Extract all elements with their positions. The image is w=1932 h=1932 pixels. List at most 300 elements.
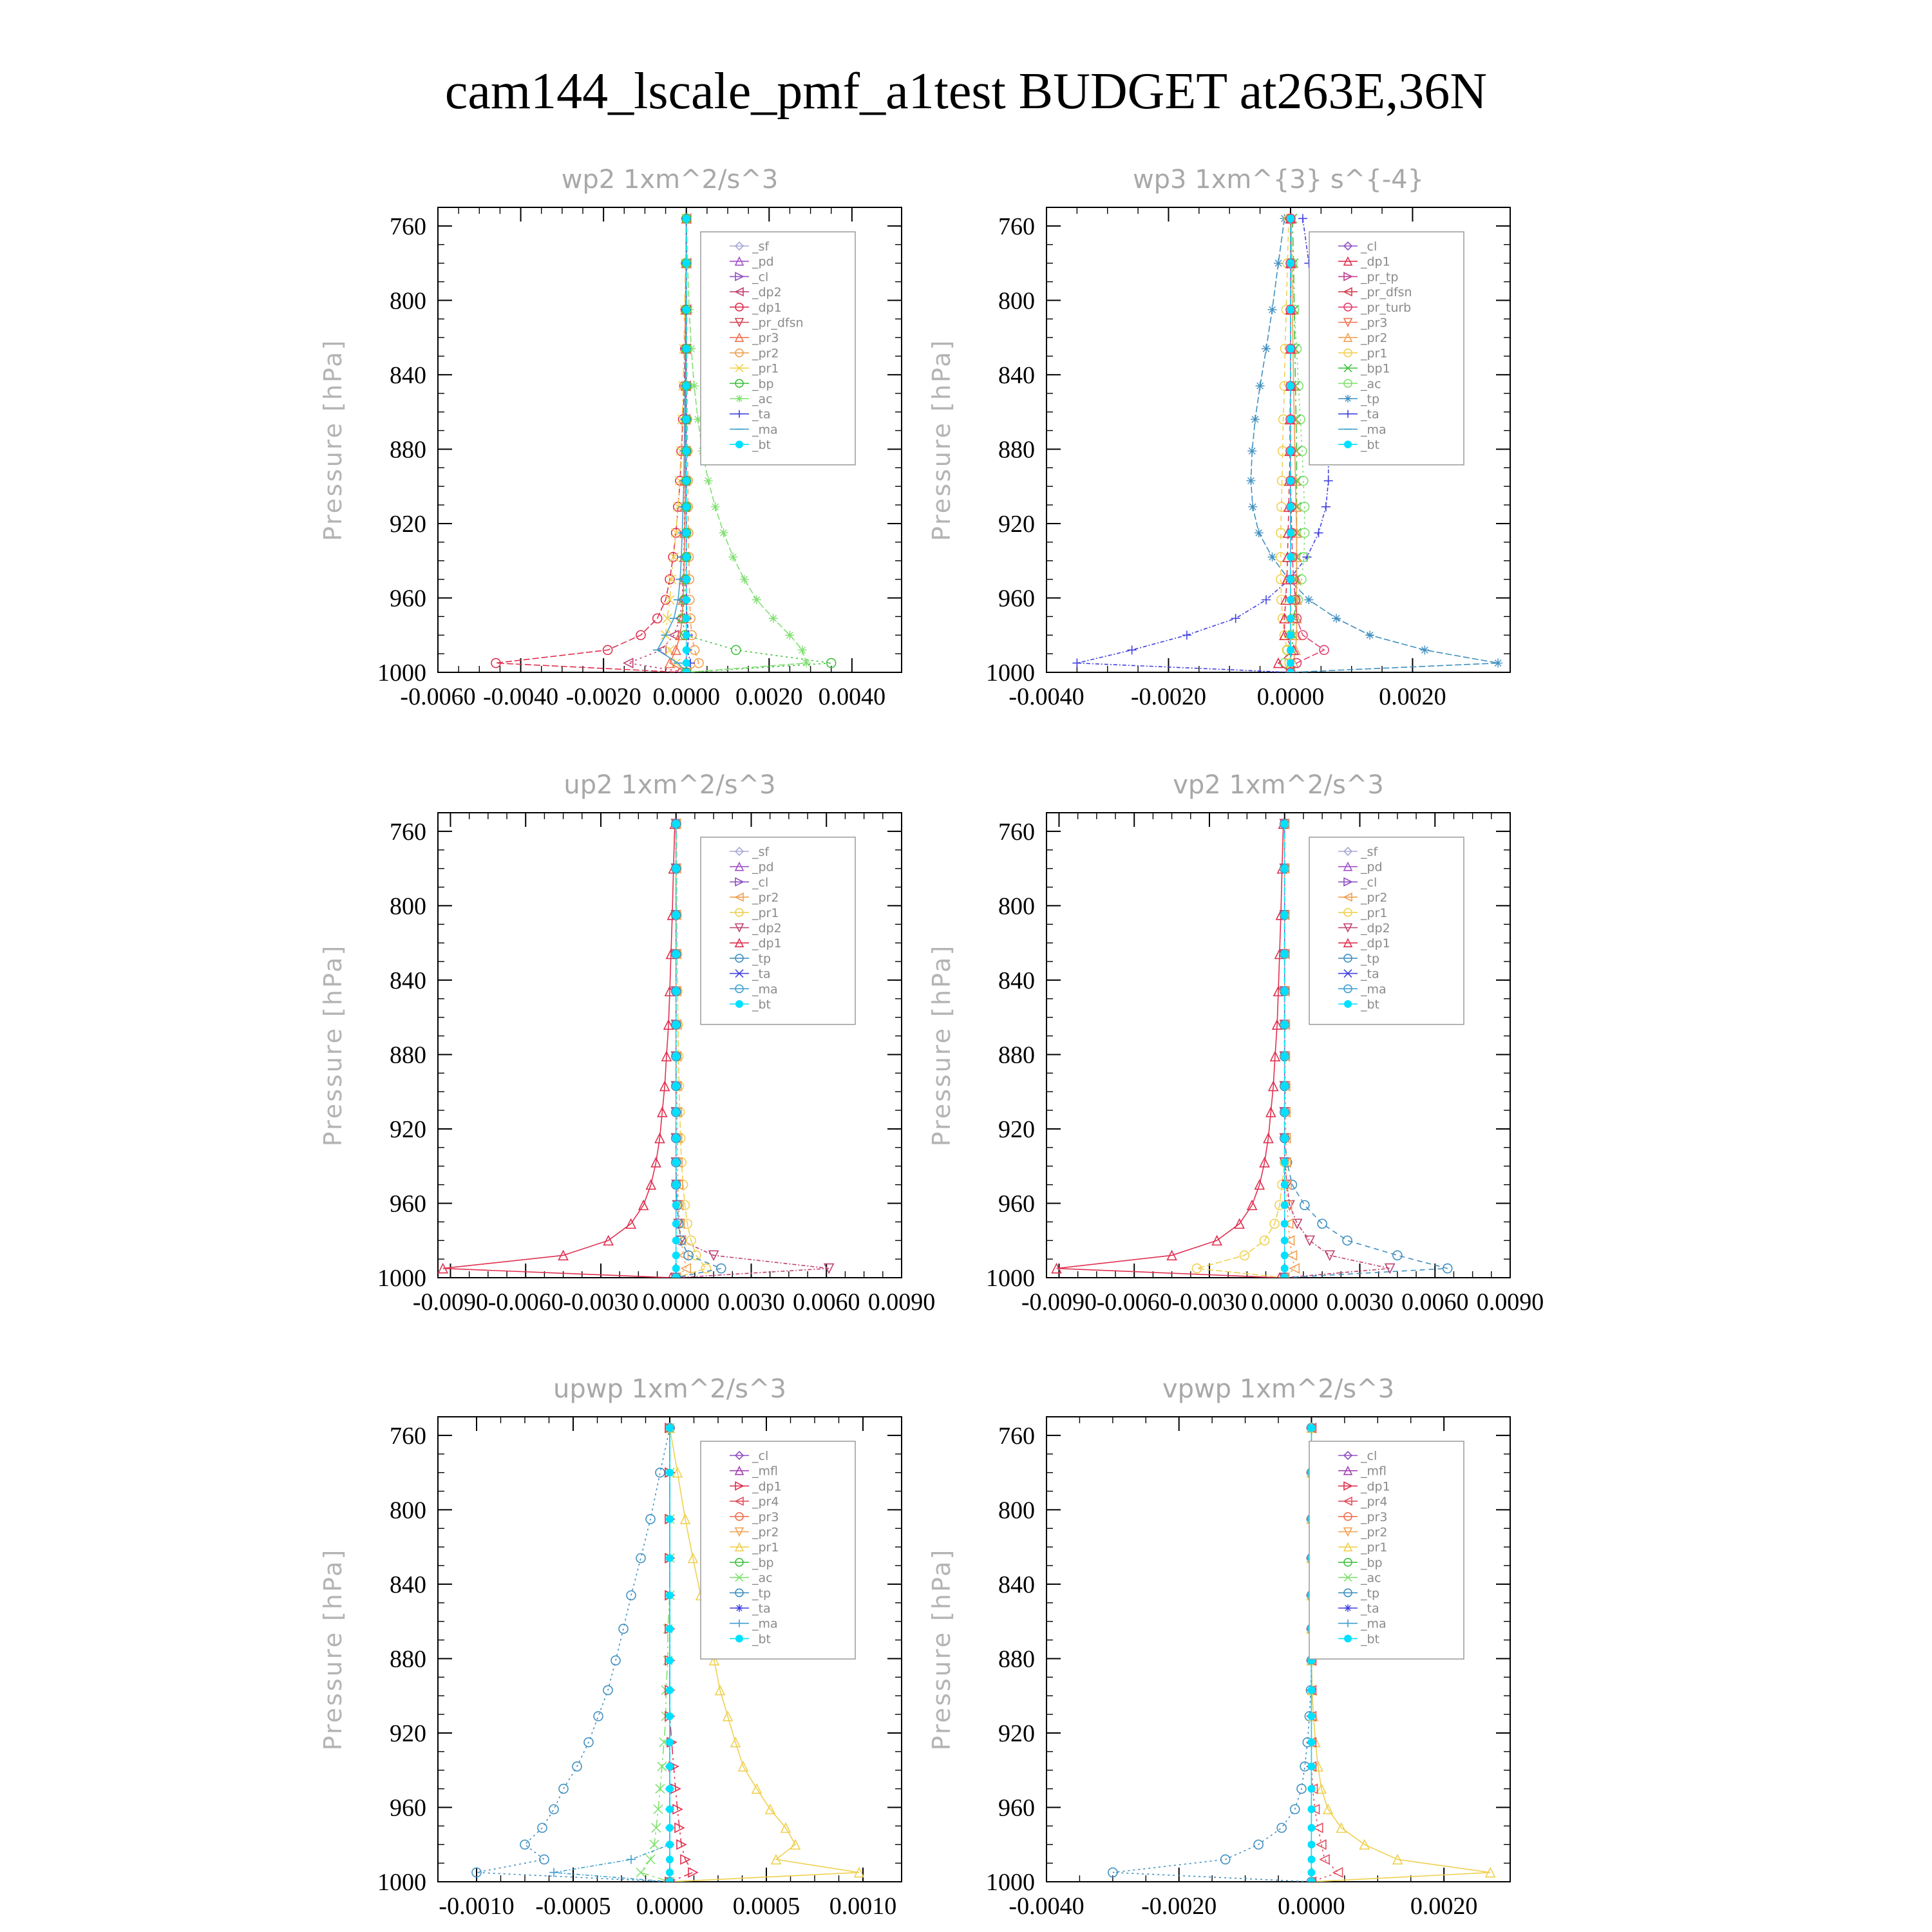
data-point bbox=[1287, 306, 1294, 314]
data-point bbox=[672, 1052, 680, 1060]
legend-label: _sf bbox=[752, 845, 770, 859]
data-point bbox=[1281, 1181, 1289, 1189]
data-point bbox=[1287, 1251, 1296, 1260]
data-point bbox=[1281, 1021, 1289, 1028]
legend-label: _bt bbox=[752, 1632, 772, 1647]
series-line-dp1 bbox=[496, 218, 687, 672]
data-point bbox=[1293, 1219, 1302, 1228]
y-tick-label: 840 bbox=[998, 1571, 1035, 1598]
data-point bbox=[683, 306, 690, 314]
y-tick-label: 760 bbox=[998, 1422, 1035, 1450]
data-point bbox=[1343, 1236, 1352, 1245]
y-tick-label: 920 bbox=[998, 1719, 1035, 1747]
legend-label: _ac bbox=[752, 392, 773, 406]
legend-label: _dp1 bbox=[1361, 254, 1390, 269]
legend-label: _pr_dfsn bbox=[1361, 285, 1412, 300]
y-tick-label: 840 bbox=[390, 361, 426, 389]
data-point bbox=[666, 1855, 674, 1863]
legend-label: _mfl bbox=[752, 1464, 778, 1479]
x-tick-label: 0.0040 bbox=[818, 683, 886, 710]
x-tick-label: -0.0060 bbox=[400, 683, 476, 710]
data-point bbox=[683, 646, 690, 654]
x-tick-label: 0.0030 bbox=[717, 1289, 785, 1316]
data-point bbox=[1247, 446, 1256, 455]
legend-label: _mfl bbox=[1361, 1464, 1387, 1479]
panel-title: up2 1xm^2/s^3 bbox=[564, 770, 776, 800]
y-tick-label: 920 bbox=[998, 1115, 1035, 1143]
legend-label: _pr1 bbox=[752, 1540, 779, 1555]
data-point bbox=[1307, 1855, 1315, 1863]
data-point bbox=[1281, 1108, 1289, 1116]
x-tick-label: 0.0060 bbox=[1401, 1289, 1469, 1316]
legend-label: _pr1 bbox=[1361, 905, 1388, 920]
data-point bbox=[1256, 381, 1265, 390]
data-point bbox=[672, 1159, 680, 1166]
legend-label: _ma bbox=[752, 1616, 778, 1631]
data-point bbox=[683, 529, 690, 536]
data-point bbox=[1287, 576, 1294, 583]
data-point bbox=[1307, 1738, 1315, 1746]
data-point bbox=[1128, 645, 1137, 654]
y-tick-label: 960 bbox=[390, 1794, 426, 1822]
data-point bbox=[717, 1264, 726, 1273]
y-tick-label: 1000 bbox=[986, 1869, 1035, 1896]
y-axis-label: Pressure [hPa] bbox=[319, 1548, 347, 1751]
legend-label: _dp1 bbox=[1361, 1479, 1390, 1494]
y-tick-label: 1000 bbox=[377, 1869, 426, 1896]
x-tick-label: 0.0000 bbox=[636, 1893, 704, 1920]
data-point bbox=[1420, 645, 1429, 654]
legend-label: _ma bbox=[752, 422, 778, 437]
panel-3 bbox=[927, 770, 1544, 1316]
legend-label: _ma bbox=[1361, 982, 1387, 997]
legend-label: _pr_tp bbox=[1361, 270, 1399, 285]
x-tick-label: -0.0030 bbox=[563, 1289, 639, 1316]
data-point bbox=[683, 576, 690, 583]
data-point bbox=[683, 382, 690, 390]
y-tick-label: 800 bbox=[998, 1497, 1035, 1524]
y-tick-label: 960 bbox=[390, 585, 426, 612]
data-point bbox=[769, 614, 778, 623]
data-point bbox=[666, 1738, 674, 1746]
y-tick-label: 840 bbox=[998, 967, 1035, 994]
y-tick-label: 760 bbox=[390, 213, 426, 240]
data-point bbox=[1255, 528, 1264, 537]
y-tick-label: 920 bbox=[998, 510, 1035, 538]
data-point bbox=[1072, 659, 1081, 668]
data-point bbox=[683, 447, 690, 455]
legend-label: _dp2 bbox=[752, 921, 782, 936]
legend-label: _cl bbox=[1361, 240, 1378, 254]
data-point bbox=[711, 502, 720, 511]
data-point bbox=[683, 553, 690, 561]
legend-label: _sf bbox=[752, 240, 770, 254]
data-point bbox=[1287, 415, 1294, 423]
x-tick-label: -0.0030 bbox=[1171, 1289, 1247, 1316]
data-point bbox=[704, 477, 713, 486]
data-point bbox=[666, 1554, 674, 1562]
x-tick-label: -0.0090 bbox=[1021, 1289, 1097, 1316]
data-point bbox=[1325, 1251, 1334, 1260]
legend-label: _ta bbox=[1361, 407, 1379, 422]
y-tick-label: 1000 bbox=[986, 659, 1035, 687]
legend-label: _bp bbox=[752, 1555, 774, 1570]
legend-label: _ma bbox=[1361, 1616, 1387, 1631]
data-point bbox=[1307, 1824, 1315, 1832]
data-point bbox=[701, 1264, 710, 1273]
data-point bbox=[549, 1804, 558, 1814]
data-point bbox=[666, 1841, 674, 1848]
legend-label: _ta bbox=[1361, 1602, 1379, 1616]
legend-label: _pr1 bbox=[1361, 1540, 1388, 1555]
x-tick-label: -0.0060 bbox=[1096, 1289, 1172, 1316]
y-tick-label: 880 bbox=[998, 1645, 1035, 1673]
data-point bbox=[1287, 503, 1294, 511]
legend-label: _tp bbox=[752, 1586, 772, 1601]
legend-label: _pr2 bbox=[1361, 1525, 1388, 1540]
data-point bbox=[1334, 1868, 1343, 1877]
x-tick-label: 0.0020 bbox=[1410, 1893, 1478, 1920]
legend-label: _pr2 bbox=[1361, 891, 1388, 905]
series-line-dp2 bbox=[629, 218, 687, 672]
legend-label: _pd bbox=[752, 254, 774, 269]
y-tick-label: 800 bbox=[390, 287, 426, 315]
legend-marker bbox=[1344, 395, 1352, 402]
legend-label: _cl bbox=[752, 875, 769, 890]
x-tick-label: 0.0000 bbox=[642, 1289, 710, 1316]
data-point bbox=[672, 1108, 680, 1116]
data-point bbox=[1281, 1251, 1289, 1259]
data-point bbox=[1287, 646, 1294, 654]
x-tick-label: -0.0040 bbox=[1009, 683, 1084, 710]
legend-label: _tp bbox=[1361, 1586, 1380, 1601]
legend-label: _bt bbox=[752, 438, 772, 453]
data-point bbox=[1262, 344, 1271, 353]
data-point bbox=[683, 415, 690, 423]
x-tick-label: -0.0020 bbox=[565, 683, 641, 710]
legend-label: _dp2 bbox=[752, 285, 782, 300]
series-line-ac bbox=[641, 1428, 670, 1882]
data-point bbox=[1307, 1841, 1315, 1848]
y-axis-label: Pressure [hPa] bbox=[927, 338, 956, 542]
data-point bbox=[1281, 1201, 1289, 1209]
data-point bbox=[1493, 659, 1502, 668]
figure-title: cam144_lscale_pmf_a1test BUDGET at263E,36N bbox=[444, 63, 1488, 120]
legend-marker bbox=[735, 395, 743, 402]
series-line-tp bbox=[1113, 1428, 1312, 1882]
y-tick-label: 840 bbox=[390, 1571, 426, 1598]
data-point bbox=[666, 1469, 674, 1477]
data-point bbox=[719, 528, 728, 537]
legend-label: _cl bbox=[1361, 875, 1378, 890]
data-point bbox=[1307, 1424, 1315, 1432]
legend-marker bbox=[1344, 1604, 1352, 1612]
data-point bbox=[1281, 865, 1289, 873]
data-point bbox=[666, 1712, 674, 1720]
data-point bbox=[666, 1869, 674, 1877]
panel-0 bbox=[319, 165, 902, 710]
data-point bbox=[683, 631, 690, 639]
data-point bbox=[1231, 614, 1240, 623]
x-tick-label: 0.0000 bbox=[1251, 1289, 1318, 1316]
x-tick-label: -0.0020 bbox=[1130, 683, 1207, 710]
legend-label: _pd bbox=[1361, 860, 1383, 875]
data-point bbox=[1281, 1134, 1289, 1142]
data-point bbox=[1287, 382, 1294, 390]
legend-label: _dp2 bbox=[1361, 921, 1390, 936]
y-tick-label: 840 bbox=[998, 361, 1035, 389]
legend-label: _dp1 bbox=[1361, 936, 1390, 951]
data-point bbox=[666, 1763, 674, 1770]
data-point bbox=[540, 1855, 549, 1864]
data-point bbox=[1287, 477, 1294, 485]
legend-label: _ta bbox=[1361, 967, 1379, 981]
legend-label: _bp bbox=[752, 377, 774, 392]
data-point bbox=[666, 1805, 674, 1813]
data-point bbox=[1314, 528, 1323, 537]
data-point bbox=[666, 1515, 674, 1523]
legend-label: _cl bbox=[752, 1449, 769, 1463]
y-axis-label: Pressure [hPa] bbox=[927, 1548, 956, 1751]
data-point bbox=[683, 503, 690, 511]
series-line-ma bbox=[554, 1428, 670, 1882]
data-point bbox=[1281, 1220, 1289, 1227]
data-point bbox=[1305, 1236, 1314, 1245]
data-point bbox=[683, 659, 690, 667]
data-point bbox=[594, 1712, 603, 1721]
y-tick-label: 760 bbox=[390, 1422, 426, 1450]
panel-title: wp3 1xm^{3} s^{-4} bbox=[1132, 165, 1425, 194]
legend-label: _tp bbox=[752, 951, 772, 966]
legend-label: _pr2 bbox=[752, 346, 779, 361]
data-point bbox=[1287, 614, 1294, 622]
data-point bbox=[1298, 214, 1307, 223]
data-point bbox=[1287, 214, 1294, 222]
legend-label: _ta bbox=[752, 407, 771, 422]
data-point bbox=[1281, 1159, 1289, 1166]
series-line-tp bbox=[477, 1428, 670, 1882]
x-tick-label: -0.0040 bbox=[482, 683, 559, 710]
y-tick-label: 880 bbox=[390, 436, 426, 464]
y-tick-label: 1000 bbox=[986, 1265, 1035, 1292]
y-tick-label: 760 bbox=[998, 213, 1035, 240]
data-point bbox=[1324, 477, 1333, 486]
y-tick-label: 960 bbox=[390, 1190, 426, 1218]
legend-label: _tp bbox=[1361, 951, 1380, 966]
x-tick-label: -0.0020 bbox=[1141, 1893, 1217, 1920]
data-point bbox=[1393, 1251, 1402, 1260]
x-tick-label: 0.0010 bbox=[829, 1893, 897, 1920]
y-axis-label: Pressure [hPa] bbox=[927, 943, 956, 1147]
x-tick-label: -0.0010 bbox=[439, 1893, 515, 1920]
y-tick-label: 880 bbox=[998, 436, 1035, 464]
y-tick-label: 880 bbox=[998, 1041, 1035, 1069]
panel-title: vpwp 1xm^2/s^3 bbox=[1162, 1374, 1395, 1404]
legend-label: _sf bbox=[1361, 845, 1378, 859]
data-point bbox=[672, 1083, 680, 1090]
y-tick-label: 800 bbox=[998, 287, 1035, 315]
y-axis-label: Pressure [hPa] bbox=[319, 943, 347, 1147]
legend-label: _pr_turb bbox=[1361, 300, 1412, 315]
legend-label: _ma bbox=[752, 982, 778, 997]
data-point bbox=[688, 1868, 697, 1877]
data-point bbox=[672, 1236, 680, 1244]
data-point bbox=[1307, 1712, 1315, 1720]
legend-label: _pr2 bbox=[752, 891, 779, 905]
legend-marker bbox=[1344, 440, 1352, 448]
data-point bbox=[740, 575, 749, 584]
data-point bbox=[1281, 820, 1289, 828]
data-point bbox=[666, 1656, 674, 1664]
y-tick-label: 800 bbox=[390, 893, 426, 920]
legend-label: _ac bbox=[752, 1571, 773, 1586]
data-point bbox=[665, 645, 674, 654]
legend-label: _pr1 bbox=[1361, 346, 1388, 361]
x-tick-label: 0.0005 bbox=[732, 1893, 800, 1920]
data-point bbox=[1287, 529, 1294, 536]
legend-label: _pr3 bbox=[752, 1510, 779, 1524]
data-point bbox=[636, 1553, 645, 1562]
legend-label: _ta bbox=[752, 1602, 771, 1616]
data-point bbox=[1274, 259, 1283, 268]
legend-label: _bt bbox=[752, 998, 772, 1012]
data-point bbox=[1281, 1052, 1289, 1060]
data-point bbox=[1287, 553, 1294, 561]
legend-label: _cl bbox=[752, 270, 769, 285]
legend-label: _bt bbox=[1361, 998, 1380, 1012]
y-tick-label: 840 bbox=[390, 967, 426, 994]
x-tick-label: 0.0060 bbox=[792, 1289, 860, 1316]
data-point bbox=[1287, 345, 1294, 352]
legend-label: _dp1 bbox=[752, 936, 782, 951]
legend-marker bbox=[735, 440, 743, 448]
y-tick-label: 800 bbox=[998, 893, 1035, 920]
data-point bbox=[728, 553, 737, 562]
legend-label: _bp bbox=[1361, 1555, 1383, 1570]
y-tick-label: 960 bbox=[998, 585, 1035, 612]
data-point bbox=[672, 1021, 680, 1028]
data-point bbox=[627, 1855, 636, 1864]
data-point bbox=[1248, 502, 1257, 511]
x-tick-label: -0.0090 bbox=[412, 1289, 489, 1316]
legend-label: _bp1 bbox=[1361, 361, 1390, 376]
legend-label: _tp bbox=[1361, 392, 1380, 406]
data-point bbox=[1287, 447, 1294, 455]
y-tick-label: 800 bbox=[390, 1497, 426, 1524]
data-point bbox=[1307, 1805, 1315, 1813]
data-point bbox=[666, 1785, 674, 1793]
legend-marker bbox=[735, 1604, 743, 1612]
legend-label: _ma bbox=[1361, 422, 1387, 437]
data-point bbox=[752, 595, 761, 604]
data-point bbox=[683, 668, 690, 676]
y-tick-label: 760 bbox=[998, 818, 1035, 846]
data-point bbox=[1307, 1785, 1315, 1793]
data-point bbox=[1307, 1763, 1315, 1770]
legend-label: _cl bbox=[1361, 1449, 1378, 1463]
data-point bbox=[520, 1840, 529, 1849]
data-point bbox=[666, 1625, 674, 1633]
data-point bbox=[1268, 305, 1277, 314]
series-line-pr1 bbox=[1197, 824, 1285, 1278]
y-tick-label: 760 bbox=[390, 818, 426, 846]
x-tick-label: 0.0000 bbox=[652, 683, 720, 710]
data-point bbox=[666, 1591, 674, 1599]
data-point bbox=[1320, 1855, 1329, 1864]
legend-label: _pr2 bbox=[752, 1525, 779, 1540]
y-tick-label: 920 bbox=[390, 510, 426, 538]
panel-title: upwp 1xm^2/s^3 bbox=[553, 1374, 786, 1404]
data-point bbox=[683, 477, 690, 485]
x-tick-label: 0.0090 bbox=[867, 1289, 936, 1316]
legend-marker bbox=[735, 1000, 743, 1008]
data-point bbox=[1318, 1219, 1327, 1228]
data-point bbox=[672, 820, 680, 828]
data-point bbox=[672, 911, 680, 919]
data-point bbox=[672, 1265, 680, 1273]
legend-label: _pr4 bbox=[752, 1495, 779, 1510]
data-point bbox=[672, 1201, 680, 1209]
data-point bbox=[1281, 911, 1289, 919]
y-tick-label: 880 bbox=[390, 1041, 426, 1069]
legend-label: _pr4 bbox=[1361, 1495, 1388, 1510]
data-point bbox=[672, 950, 680, 958]
panel-title: wp2 1xm^2/s^3 bbox=[561, 165, 779, 194]
data-point bbox=[672, 1134, 680, 1142]
y-tick-label: 1000 bbox=[377, 659, 426, 687]
y-tick-label: 920 bbox=[390, 1719, 426, 1747]
data-point bbox=[672, 1181, 680, 1189]
data-point bbox=[666, 1687, 674, 1694]
data-point bbox=[646, 1855, 655, 1864]
legend-label: _pr1 bbox=[752, 361, 779, 376]
data-point bbox=[656, 1468, 665, 1477]
panel-5 bbox=[927, 1374, 1510, 1920]
data-point bbox=[1287, 596, 1294, 603]
data-point bbox=[1287, 659, 1294, 667]
x-tick-label: -0.0005 bbox=[535, 1893, 611, 1920]
data-point bbox=[624, 659, 633, 668]
x-tick-label: 0.0020 bbox=[1379, 683, 1446, 710]
data-point bbox=[1281, 1265, 1289, 1273]
legend-label: _pr3 bbox=[752, 331, 779, 346]
legend-label: _pr2 bbox=[1361, 331, 1388, 346]
data-point bbox=[683, 260, 690, 267]
data-point bbox=[1307, 1878, 1315, 1886]
legend-label: _ta bbox=[752, 967, 771, 981]
data-point bbox=[666, 1424, 674, 1432]
legend-label: _ac bbox=[1361, 1571, 1381, 1586]
x-tick-label: 0.0020 bbox=[735, 683, 803, 710]
legend-marker bbox=[735, 1634, 743, 1642]
x-tick-label: -0.0040 bbox=[1009, 1893, 1084, 1920]
data-point bbox=[1281, 1236, 1289, 1244]
legend-label: _pr3 bbox=[1361, 1510, 1388, 1524]
x-tick-label: -0.0060 bbox=[488, 1289, 564, 1316]
data-point bbox=[683, 614, 690, 622]
legend-label: _pr1 bbox=[752, 905, 779, 920]
data-point bbox=[802, 659, 811, 668]
legend-label: _ac bbox=[1361, 377, 1381, 392]
data-point bbox=[672, 1274, 680, 1282]
panel-title: vp2 1xm^2/s^3 bbox=[1173, 770, 1384, 800]
x-tick-label: 0.0030 bbox=[1326, 1289, 1394, 1316]
data-point bbox=[672, 865, 680, 873]
legend-label: _dp1 bbox=[752, 1479, 782, 1494]
panels-container bbox=[319, 165, 1544, 1920]
y-tick-label: 920 bbox=[390, 1115, 426, 1143]
panel-4 bbox=[319, 1374, 902, 1920]
